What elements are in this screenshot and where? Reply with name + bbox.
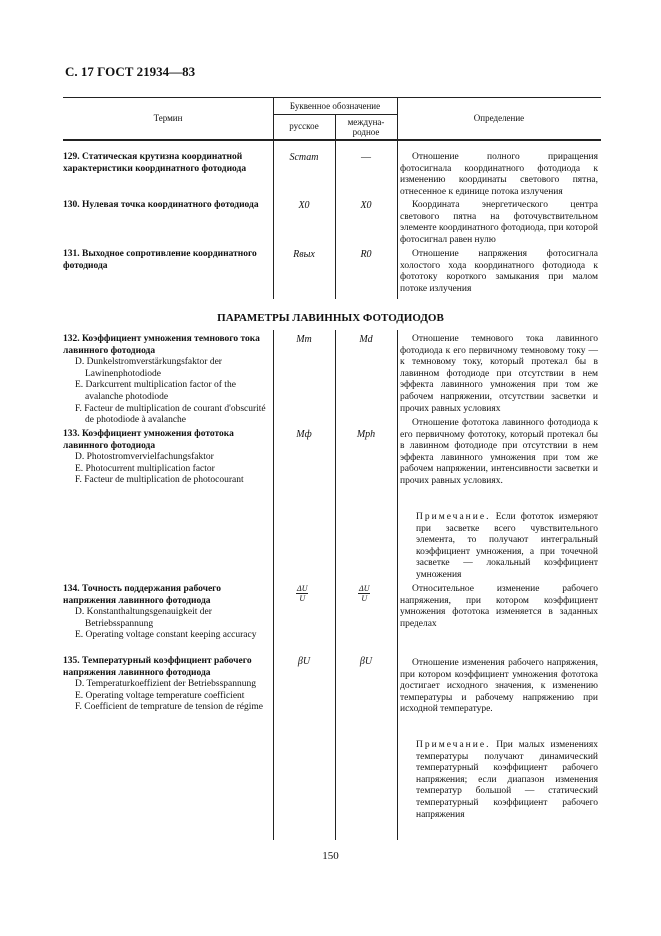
header-term: Термин — [153, 113, 183, 123]
column-divider-3 — [397, 97, 398, 299]
table-header-rule — [63, 139, 601, 141]
note-label: Примечание. — [416, 740, 491, 750]
header-russian: русское — [289, 121, 319, 131]
symbol-intl-133: Mph — [356, 429, 376, 440]
term-title: 134. Точность поддержания рабочего напряжения лавинного фотодиода — [63, 584, 222, 606]
term-german: D. Dunkelstromverstärkungsfaktor der Lawinenphotodiode — [75, 357, 222, 379]
numerator: ΔU — [297, 584, 308, 593]
symbol-intl-129: — — [361, 152, 371, 163]
header-intl-2: родное — [352, 127, 380, 137]
symbol-intl-130: X0 — [360, 200, 372, 211]
term-german: D. Photostromvervielfachungsfaktor — [75, 452, 214, 463]
fraction — [358, 584, 370, 603]
definition-131: Отношение напряжения фотосигнала холостого хода координатного фотодиода к фототоку короткого замыкания при малом потоке излучения — [400, 249, 598, 294]
column-divider-2b — [335, 330, 336, 840]
numerator: ΔU — [359, 584, 370, 593]
definition-133: Отношение фототока лавинного фотодиода к его первичному фототоку, который протекал бы в лавинном фотодиоде при отсутствии в нем эффекта лавинного умножения при том же рабочем напряжении, интенсивности засветки и прочих равных условиях. — [400, 418, 598, 486]
page-header: С. 17 ГОСТ 21934—83 — [65, 64, 196, 79]
definition-135: Отношение изменения рабочего напряжения, при котором коэффициент умножения фототока достигает исходного значения, к изменению температуры и рабочему напряжению при исходной температуре. — [400, 658, 598, 715]
section-title: ПАРАМЕТРЫ ЛАВИННЫХ ФОТОДИОДОВ — [217, 312, 444, 324]
symbol-intl-131: R0 — [360, 249, 372, 260]
symbol-ru-134 — [296, 584, 308, 606]
definition-129: Отношение полного приращения фотосигнала координатного фотодиода к изменению координаты светового пятна, отнесенное к единице потока излучения — [400, 152, 598, 197]
term-german: D. Konstanthaltungsgenauigkeit der Betriebsspannung — [75, 607, 212, 629]
denominator: U — [361, 594, 368, 603]
symbol-ru-130: X0 — [298, 200, 310, 211]
term-english: E. Darkcurrent multiplication factor of the avalanche photodiode — [75, 380, 236, 402]
symbol-intl-132: Md — [359, 334, 373, 345]
term-title: 129. Статическая крутизна координатной характеристики координатного фотодиода — [63, 152, 247, 174]
table-top-rule — [63, 97, 601, 98]
term-english: E. Photocurrent multiplication factor — [75, 463, 215, 474]
term-133 — [63, 429, 267, 487]
symbol-ru-131: Rвых — [293, 249, 315, 260]
term-130 — [63, 200, 267, 212]
term-129 — [63, 152, 267, 175]
term-132 — [63, 334, 267, 427]
page-number: 150 — [322, 850, 339, 862]
note-133 — [400, 512, 598, 582]
symbol-ru-132: Mт — [296, 334, 312, 345]
term-french: F. Coefficient de temprature de tension de régime — [75, 702, 263, 713]
definition-132: Отношение темнового тока лавинного фотодиода к его первичному темновому току — к темновому току, который протекал бы в лавинном фотодиоде при отсутствии в нем эффекта лавинного умножения при том же рабочем напряжении, отсутствии засветки и прочих равных условиях — [400, 334, 598, 414]
term-french: F. Facteur de multiplication de photocourant — [75, 475, 244, 486]
term-english: E. Operating voltage constant keeping accuracy — [75, 630, 257, 641]
header-definition: Определение — [473, 113, 525, 123]
term-german: D. Temperaturkoeffizient der Betriebsspannung — [75, 679, 257, 690]
definition-134: Относительное изменение рабочего напряжения, при котором коэффициент умножения фототока изменяется в заданных пределах — [400, 584, 598, 629]
term-135 — [63, 656, 267, 714]
term-french: F. Facteur de multiplication de courant d'obscurité de photodiode à avalanche — [75, 403, 266, 426]
note-label: Примечание. — [416, 512, 491, 522]
definition-130: Координата энергетического центра светового пятна на фоточувствительном элементе координатного фотодиода, при которой фотосигнал равен нулю — [400, 200, 598, 245]
term-131 — [63, 249, 267, 272]
column-divider-3b — [397, 330, 398, 840]
term-english: E. Operating voltage temperature coefficient — [75, 690, 245, 701]
note-text: Если фототок измеряют при засветке всего чувствительного элемента, то получают интегральный коэффициент умножения, а при точечной засветке — локальный коэффициент умножения — [416, 512, 598, 580]
symbol-intl-134 — [358, 584, 370, 606]
note-text: При малых изменениях температуры получают динамический температурный коэффициент рабочего напряжения; если диапазон изменения температур большой — статический температурный коэффициент рабочего напряжения — [416, 740, 598, 820]
term-134 — [63, 584, 267, 642]
symbol-intl-135: βU — [359, 656, 373, 667]
note-135 — [400, 740, 598, 821]
symbol-ru-133: Mф — [296, 429, 312, 440]
term-title: 132. Коэффициент умножения темнового тока лавинного фотодиода — [63, 334, 260, 356]
fraction — [296, 584, 308, 603]
symbol-ru-135: βU — [297, 656, 311, 667]
term-title: 135. Температурный коэффициент рабочего напряжения лавинного фотодиода — [63, 656, 252, 678]
header-intl-1: междуна- — [347, 117, 385, 127]
symbol-ru-129: Sстат — [289, 152, 319, 163]
term-title: 130. Нулевая точка координатного фотодиода — [63, 200, 259, 210]
header-letter: Буквенное обозначение — [289, 101, 381, 111]
term-title: 133. Коэффициент умножения фототока лавинного фотодиода — [63, 429, 234, 451]
column-divider-1b — [273, 330, 274, 840]
term-title: 131. Выходное сопротивление координатного фотодиода — [63, 249, 257, 271]
denominator: U — [299, 594, 306, 603]
